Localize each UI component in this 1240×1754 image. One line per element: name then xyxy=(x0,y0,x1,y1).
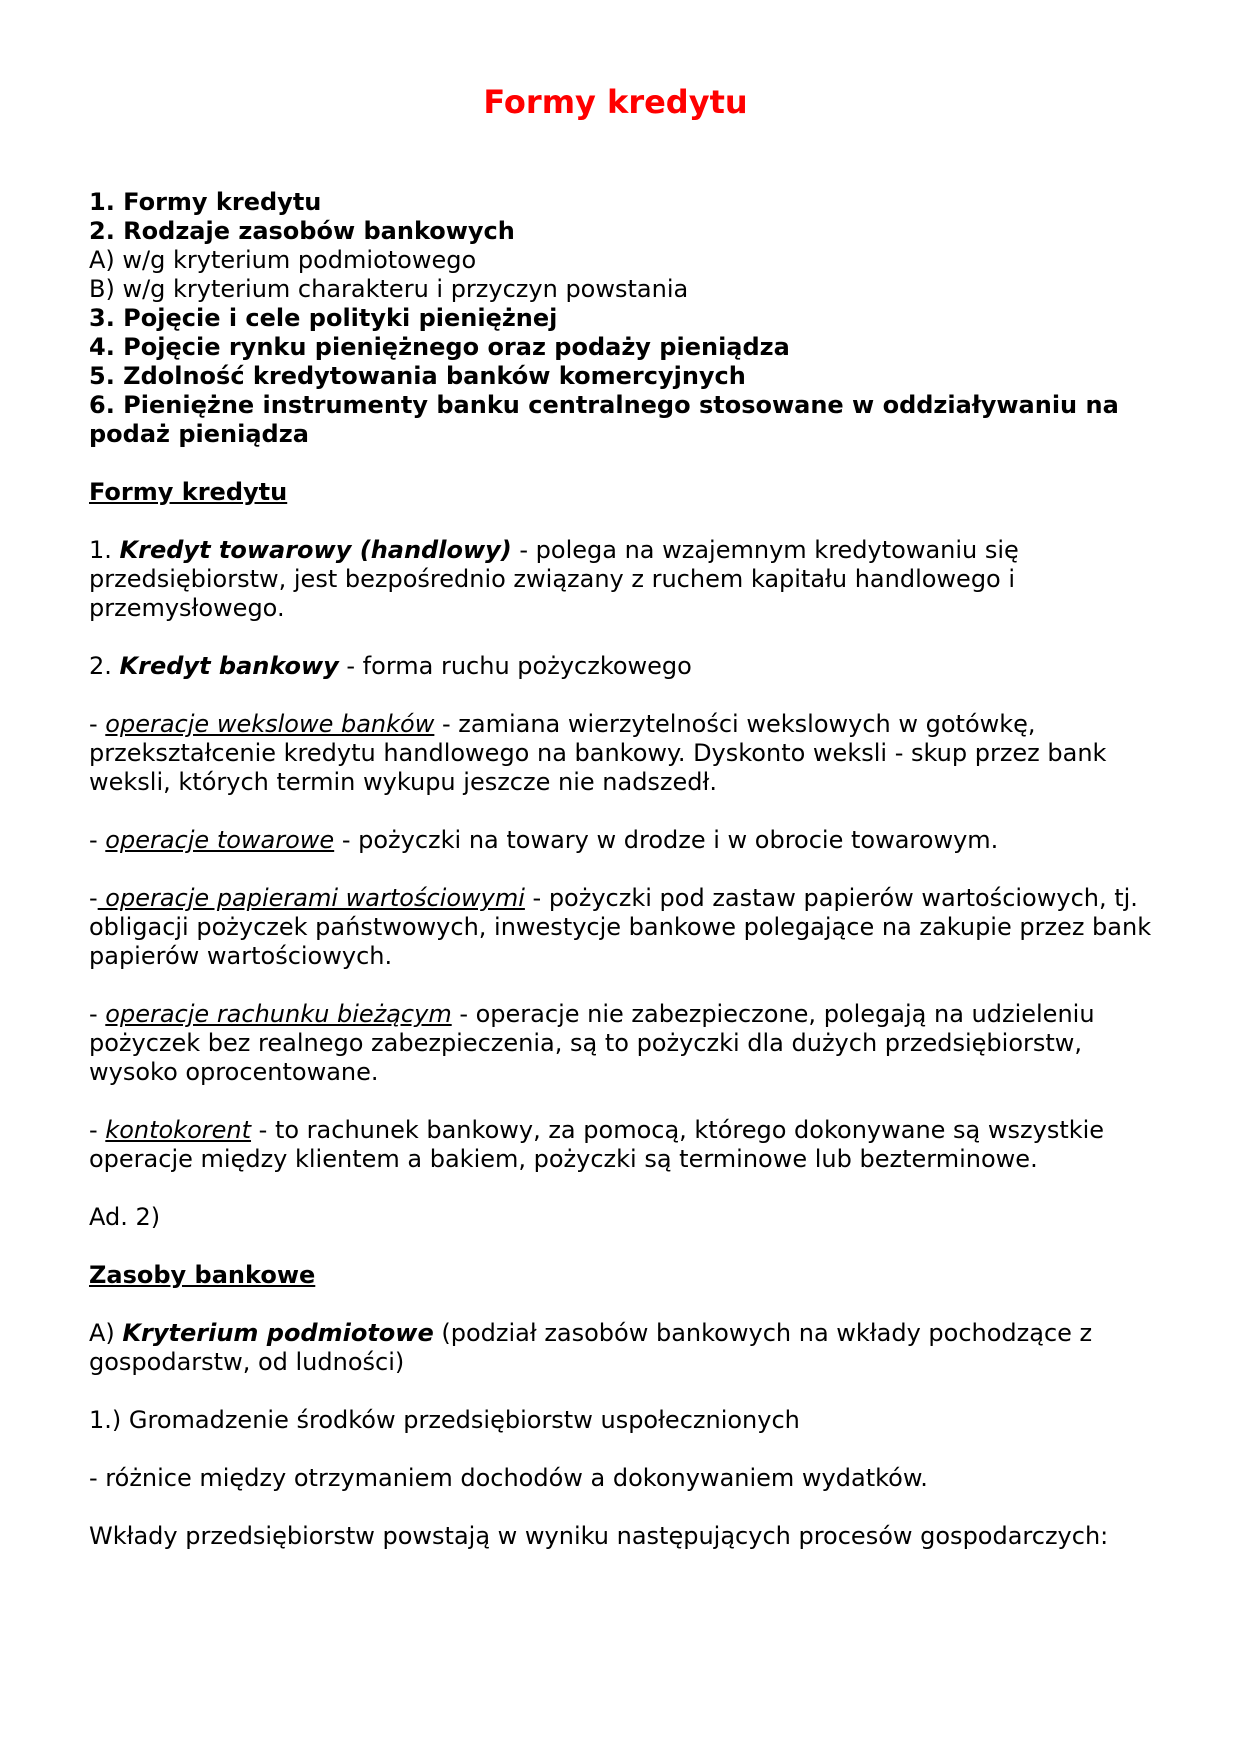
section-heading-zasoby-bankowe: Zasoby bankowe xyxy=(89,1261,316,1289)
toc-item: 4. Pojęcie rynku pieniężnego oraz podaży pieniądza xyxy=(89,333,790,361)
table-of-contents xyxy=(89,188,1152,449)
paragraph: - różnice między otrzymaniem dochodów a dokonywaniem wydatków. xyxy=(89,1464,928,1492)
term: Kredyt towarowy (handlowy) xyxy=(119,536,512,564)
term: operacje rachunku bieżącym xyxy=(105,1000,452,1028)
term: kontokorent xyxy=(105,1116,252,1144)
document-title: Formy kredytu xyxy=(483,83,748,121)
paragraph-kryterium-podmiotowe: A) Kryterium podmiotowe (podział zasobów bankowych na wkłady pochodzące z gospodarstw, od ludności) xyxy=(89,1319,1093,1376)
term: Kryterium podmiotowe xyxy=(122,1319,434,1347)
toc-item: 2. Rodzaje zasobów bankowych xyxy=(89,217,515,245)
list-item: - operacje rachunku bieżącym - operacje nie zabezpieczone, polegają na udzieleniu pożyczek bez realnego zabezpieczenia, są to pożyczki dla dużych przedsiębiorstw, wysoko oprocentowane. xyxy=(89,1000,1095,1086)
toc-item: 3. Pojęcie i cele polityki pieniężnej xyxy=(89,304,558,332)
paragraph: 1.) Gromadzenie środków przedsiębiorstw uspołecznionych xyxy=(89,1406,800,1434)
list-item: - operacje towarowe - pożyczki na towary w drodze i w obrocie towarowym. xyxy=(89,826,999,854)
toc-item: B) w/g kryterium charakteru i przyczyn powstania xyxy=(89,275,689,303)
toc-item: 6. Pieniężne instrumenty banku centralnego stosowane w oddziaływaniu na podaż pieniądza xyxy=(89,391,1119,448)
toc-item: 5. Zdolność kredytowania banków komercyjnych xyxy=(89,362,746,390)
list-item: - operacje papierami wartościowymi - pożyczki pod zastaw papierów wartościowych, tj. obligacji pożyczek państwowych, inwestycje bankowe polegające na zakupie przez bank papierów wartościowych. xyxy=(89,884,1152,970)
paragraph-kredyt-towarowy: 1. Kredyt towarowy (handlowy) - polega na wzajemnym kredytowaniu się przedsiębiorstw, jest bezpośrednio związany z ruchem kapitału handlowego i przemysłowego. xyxy=(89,536,1019,622)
toc-item: A) w/g kryterium podmiotowego xyxy=(89,246,477,274)
paragraph-ad2: Ad. 2) xyxy=(89,1203,161,1231)
term: operacje wekslowe banków xyxy=(105,710,435,738)
toc-item: 1. Formy kredytu xyxy=(89,188,322,216)
term: operacje papierami wartościowymi xyxy=(97,884,525,912)
paragraph-kredyt-bankowy: 2. Kredyt bankowy - forma ruchu pożyczkowego xyxy=(89,652,692,680)
section-heading-formy-kredytu: Formy kredytu xyxy=(89,478,288,506)
paragraph: Wkłady przedsiębiorstw powstają w wyniku następujących procesów gospodarczych: xyxy=(89,1522,1109,1550)
term: operacje towarowe xyxy=(105,826,335,854)
term: Kredyt bankowy xyxy=(119,652,339,680)
list-item: - operacje wekslowe banków - zamiana wierzytelności wekslowych w gotówkę, przekształcenie kredytu handlowego na bankowy. Dyskonto weksli - skup przez bank weksli, których termin wykupu jeszcze nie nadszedł. xyxy=(89,710,1107,796)
list-item: - kontokorent - to rachunek bankowy, za pomocą, którego dokonywane są wszystkie operacje między klientem a bakiem, pożyczki są terminowe lub bezterminowe. xyxy=(89,1116,1105,1173)
